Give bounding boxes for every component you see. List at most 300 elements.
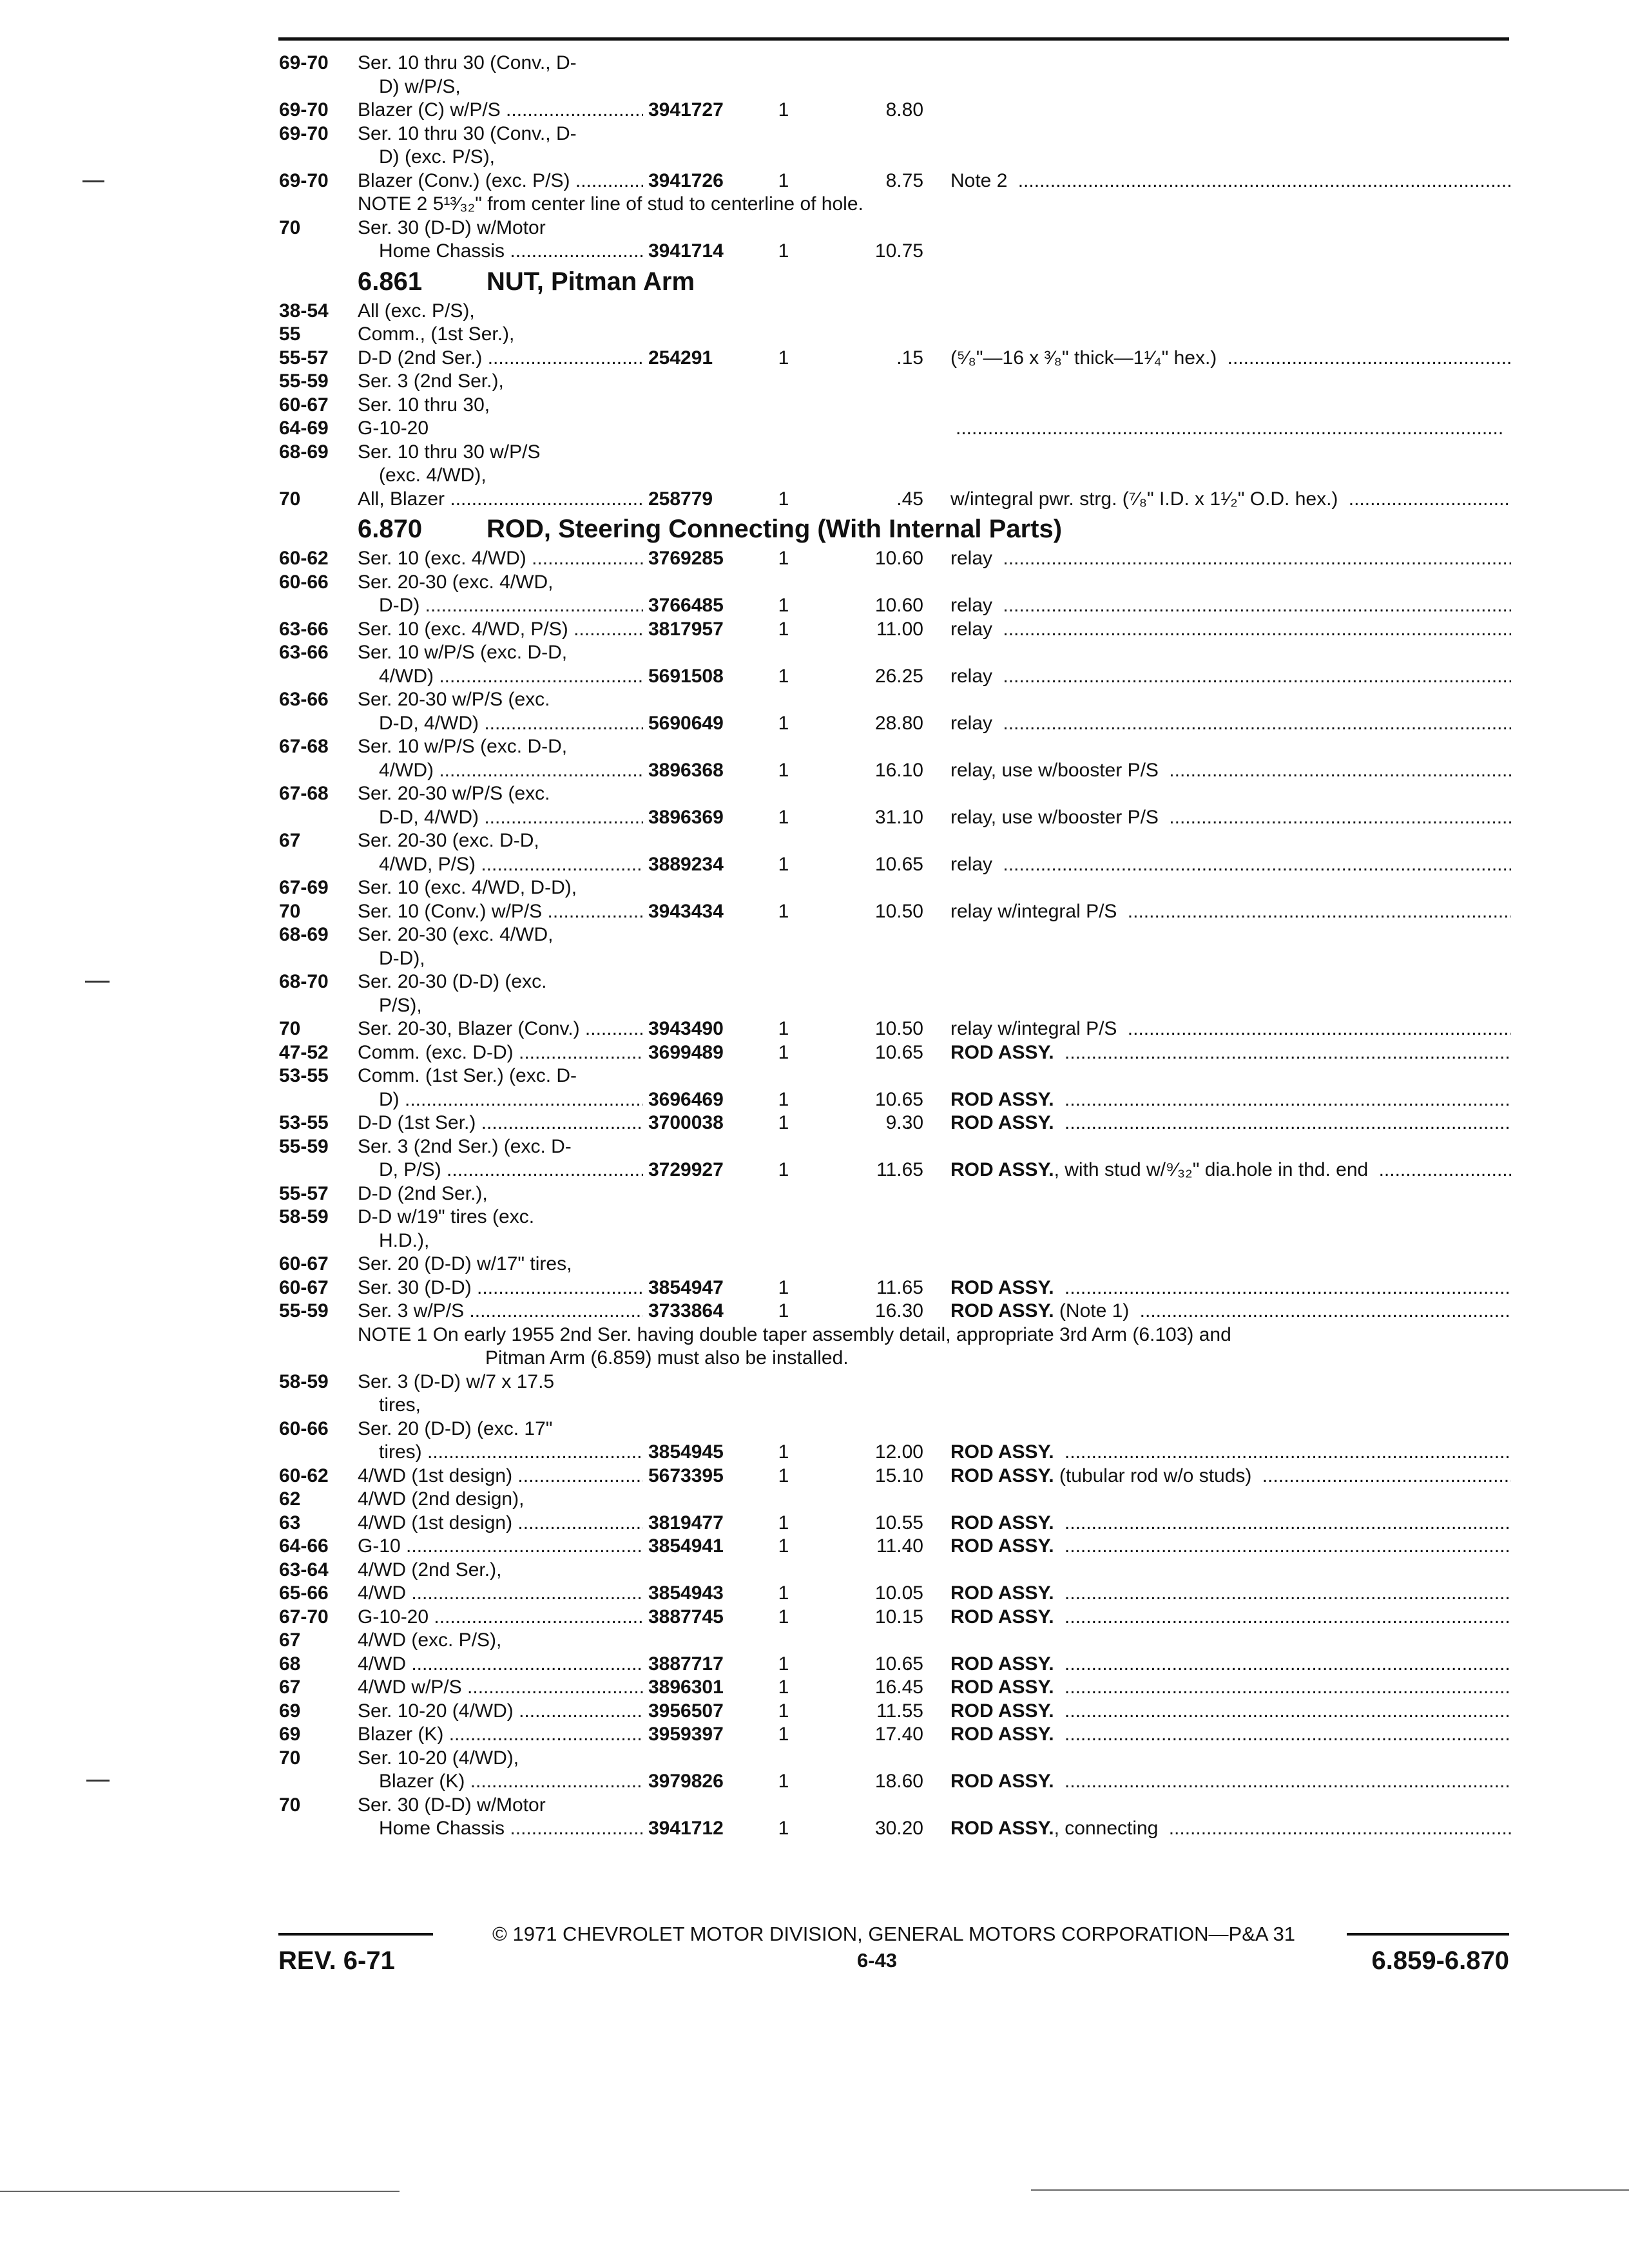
catalog-row	[279, 1723, 1511, 1747]
remark-emphasis: ROD ASSY.	[950, 1276, 1054, 1298]
model-years: 69	[279, 1700, 301, 1722]
remarks	[950, 1041, 1511, 1065]
application-text: 4/WD)	[379, 759, 434, 781]
remarks	[950, 1535, 1511, 1559]
model-years: 58-59	[279, 1370, 329, 1392]
remark-text	[950, 1606, 1059, 1628]
remarks	[950, 1300, 1511, 1323]
catalog-row	[279, 169, 1511, 193]
remarks	[950, 1158, 1511, 1182]
application-description	[358, 370, 909, 394]
remark-text	[950, 595, 998, 616]
application-text: H.D.),	[379, 1229, 430, 1251]
quantity: 1	[778, 1276, 789, 1298]
remark-text	[950, 1089, 1059, 1110]
remark-emphasis: ROD ASSY.	[950, 1300, 1054, 1321]
application-text: D-D (2nd Ser.)	[358, 347, 483, 369]
scan-edge-line	[0, 2191, 400, 2192]
model-years: 64-66	[279, 1535, 329, 1557]
application-text: G-10	[358, 1535, 401, 1557]
model-years: 55	[279, 323, 301, 345]
application-text: 4/WD, P/S)	[379, 853, 476, 875]
remarks	[950, 665, 1511, 689]
remarks	[950, 806, 1511, 830]
model-years: 70	[279, 1747, 301, 1769]
list-price: 10.65	[874, 1088, 923, 1110]
part-number: 3887717	[643, 1653, 907, 1677]
application-description	[358, 1370, 909, 1394]
catalog-row	[279, 1064, 1511, 1088]
remarks	[950, 347, 1511, 370]
catalog-row	[279, 1747, 1511, 1771]
remark-text	[950, 760, 1164, 781]
quantity: 1	[778, 1512, 789, 1533]
application-text: tires,	[379, 1394, 421, 1416]
remark-body: relay	[950, 853, 993, 875]
remark-emphasis: ROD ASSY.	[950, 1771, 1054, 1792]
application-description	[358, 441, 909, 465]
application-description	[358, 216, 909, 240]
remark-text	[950, 1700, 1059, 1722]
model-years: 67	[279, 830, 301, 851]
application-description	[358, 1206, 909, 1229]
application-text: Ser. 10 (exc. 4/WD, D-D),	[358, 877, 577, 898]
application-text: Ser. 10 thru 30 w/P/S	[358, 441, 541, 463]
remark-text	[950, 1582, 1059, 1604]
catalog-row	[279, 75, 1511, 99]
part-number: 3896369	[643, 806, 907, 830]
model-years: 38-54	[279, 300, 329, 322]
quantity: 1	[778, 1159, 789, 1180]
page-footer	[278, 1923, 1509, 1988]
remark-text	[950, 901, 1122, 922]
remark-text	[950, 1441, 1059, 1463]
quantity: 1	[778, 1465, 789, 1486]
remark-text	[950, 1677, 1059, 1698]
catalog-row	[279, 1370, 1511, 1394]
application-description	[358, 1135, 909, 1159]
application-text: G-10-20	[358, 1606, 429, 1628]
model-years: 69	[279, 1724, 301, 1745]
application-text: D-D),	[379, 947, 425, 969]
remark-text	[950, 1159, 1373, 1180]
catalog-row	[279, 370, 1511, 394]
application-text: Ser. 20-30 w/P/S (exc.	[358, 783, 550, 804]
catalog-row	[279, 1229, 1511, 1253]
application-text: All, Blazer	[358, 488, 445, 510]
remarks	[950, 417, 1511, 441]
model-years: 47-52	[279, 1041, 329, 1063]
application-text: 4/WD (2nd design),	[358, 1488, 525, 1510]
application-description	[358, 688, 909, 712]
remark-text	[950, 1277, 1059, 1298]
catalog-row	[279, 1418, 1511, 1441]
catalog-row	[279, 1135, 1511, 1159]
list-price: 11.55	[876, 1700, 923, 1722]
remarks	[950, 1111, 1511, 1135]
remarks	[950, 1606, 1511, 1629]
application-description	[358, 122, 909, 146]
catalog-row	[279, 1606, 1511, 1629]
model-years: 70	[279, 488, 301, 510]
remark-emphasis: ROD ASSY.	[950, 1088, 1054, 1110]
model-years: 70	[279, 1794, 301, 1816]
remark-body: relay	[950, 665, 993, 687]
remarks	[950, 712, 1511, 736]
catalog-row	[279, 594, 1511, 618]
catalog-row	[279, 1629, 1511, 1653]
application-text: P/S),	[379, 994, 422, 1016]
application-text: Ser. 3 w/P/S	[358, 1300, 465, 1321]
catalog-row	[279, 782, 1511, 806]
application-text: Ser. 3 (2nd Ser.),	[358, 370, 504, 392]
quantity: 1	[778, 1677, 789, 1698]
part-number: 3889234	[643, 853, 907, 877]
list-price: 17.40	[874, 1724, 923, 1745]
part-number: 3896301	[643, 1676, 907, 1700]
catalog-row	[279, 829, 1511, 853]
application-description	[358, 641, 909, 665]
part-number: 3941714	[643, 240, 907, 264]
part-number: 3959397	[643, 1723, 907, 1747]
page-number: 6-43	[857, 1949, 898, 1972]
model-years: 70	[279, 216, 301, 238]
model-years: 55-59	[279, 1135, 329, 1157]
quantity: 1	[778, 853, 789, 875]
part-number: 3956507	[643, 1700, 907, 1724]
application-text: D-D w/19" tires (exc.	[358, 1206, 535, 1227]
catalog-row	[279, 1441, 1511, 1465]
catalog-row	[279, 1559, 1511, 1582]
list-price: 15.10	[874, 1465, 923, 1486]
part-number: 3854947	[643, 1276, 907, 1300]
application-text: D-D, 4/WD)	[379, 712, 479, 734]
model-years: 67	[279, 1629, 301, 1651]
model-years: 60-67	[279, 394, 329, 416]
remark-body: relay	[950, 548, 993, 569]
model-years: 53-55	[279, 1112, 329, 1133]
remark-detail: , with stud w/⁹⁄₃₂" dia.hole in thd. end	[1054, 1159, 1369, 1180]
catalog-row	[279, 1300, 1511, 1323]
remarks	[950, 1276, 1511, 1300]
remarks	[950, 1088, 1511, 1112]
catalog-row	[279, 1488, 1511, 1512]
model-years: 55-57	[279, 1182, 329, 1204]
catalog-row	[279, 1512, 1511, 1535]
catalog-row	[279, 853, 1511, 877]
part-number: 3979826	[643, 1770, 907, 1794]
model-years: 69-70	[279, 52, 329, 73]
application-description	[379, 947, 909, 971]
list-price: 10.60	[874, 595, 923, 616]
remarks	[950, 547, 1511, 571]
application-description	[358, 417, 909, 441]
list-price: 11.00	[876, 618, 923, 640]
remarks	[950, 900, 1511, 924]
remark-text	[950, 854, 998, 875]
application-description	[358, 1182, 909, 1206]
footnote-text: NOTE 2 5¹³⁄₃₂" from center line of stud to centerline of hole.	[358, 193, 863, 215]
quantity: 1	[778, 1041, 789, 1063]
quantity: 1	[778, 806, 789, 828]
application-description	[358, 782, 909, 806]
catalog-row	[279, 146, 1511, 169]
remark-body: relay	[950, 595, 993, 616]
application-text: Ser. 20-30 (D-D) (exc.	[358, 971, 547, 992]
remark-text	[950, 619, 998, 640]
application-text: All (exc. P/S),	[358, 300, 475, 322]
footnote-text: NOTE 1 On early 1955 2nd Ser. having double taper assembly detail, appropriate 3rd Arm (6.103) and	[358, 1323, 1231, 1345]
application-text: Ser. 20 (D-D) w/17" tires,	[358, 1253, 572, 1274]
application-text: Comm. (1st Ser.) (exc. D-	[358, 1065, 577, 1086]
catalog-row	[279, 876, 1511, 900]
part-number: 3819477	[643, 1512, 907, 1535]
remark-text	[950, 1512, 1059, 1533]
remark-emphasis: ROD ASSY.	[950, 1535, 1054, 1557]
catalog-row	[279, 1582, 1511, 1606]
remark-body: Note 2	[950, 169, 1008, 191]
application-text: Blazer (Conv.) (exc. P/S)	[358, 169, 570, 191]
application-text: D) (exc. P/S),	[379, 146, 496, 168]
remarks	[950, 169, 1511, 193]
catalog-row	[279, 641, 1511, 665]
list-price: .45	[896, 488, 923, 510]
application-text: Ser. 10 thru 30 (Conv., D-	[358, 122, 577, 144]
catalog-row	[279, 1182, 1511, 1206]
remark-emphasis: ROD ASSY.	[950, 1582, 1054, 1604]
application-description	[379, 146, 909, 169]
application-text: Ser. 20-30, Blazer (Conv.)	[358, 1018, 580, 1039]
remark-body: w/integral pwr. strg. (⁷⁄₈" I.D. x 1¹⁄₂" O.D. hex.)	[950, 488, 1338, 510]
application-text: 4/WD	[358, 1582, 406, 1604]
model-years: 69-70	[279, 169, 329, 191]
remarks	[950, 1465, 1511, 1488]
remark-text	[950, 548, 998, 569]
list-price: 16.10	[874, 759, 923, 781]
remark-body: relay, use w/booster P/S	[950, 759, 1159, 781]
part-number: 3941726	[643, 169, 907, 193]
list-price: 18.60	[874, 1771, 923, 1792]
catalog-row	[279, 441, 1511, 465]
application-description	[379, 1229, 909, 1253]
application-text: 4/WD (1st design)	[358, 1465, 513, 1486]
application-text: Ser. 30 (D-D) w/Motor	[358, 1794, 546, 1816]
catalog-row	[279, 947, 1511, 971]
application-text: Ser. 10-20 (4/WD),	[358, 1747, 519, 1769]
application-text: Blazer (K)	[358, 1724, 444, 1745]
application-text: Ser. 3 (2nd Ser.) (exc. D-	[358, 1135, 572, 1157]
remark-text	[950, 347, 1222, 369]
model-years: 69-70	[279, 122, 329, 144]
catalog-row	[279, 759, 1511, 783]
list-price: 28.80	[874, 712, 923, 734]
application-text: Home Chassis	[379, 240, 505, 262]
application-text: Blazer (C) w/P/S	[358, 99, 501, 120]
model-years: 63-66	[279, 689, 329, 710]
part-number: 5691508	[643, 665, 907, 689]
list-price: 8.80	[885, 99, 923, 120]
remark-body: relay w/integral P/S	[950, 1018, 1117, 1039]
model-years: 67-69	[279, 877, 329, 898]
catalog-row	[279, 1158, 1511, 1182]
model-years: 67-68	[279, 783, 329, 804]
model-years: 64-69	[279, 418, 329, 439]
quantity: 1	[778, 1088, 789, 1110]
remark-text	[950, 1465, 1257, 1486]
application-text: (exc. 4/WD),	[379, 465, 487, 486]
catalog-row	[279, 122, 1511, 146]
catalog-row	[279, 99, 1511, 122]
list-price: 11.65	[876, 1159, 923, 1180]
part-number: 3769285	[643, 547, 907, 571]
remarks	[950, 488, 1511, 512]
remark-emphasis: ROD ASSY.	[950, 1465, 1054, 1486]
application-description	[358, 1747, 909, 1771]
quantity: 1	[778, 1300, 789, 1321]
quantity: 1	[778, 169, 789, 191]
catalog-row	[279, 1088, 1511, 1112]
model-years: 67-70	[279, 1606, 329, 1628]
part-number: 5690649	[643, 712, 907, 736]
catalog-row	[279, 1276, 1511, 1300]
list-price: 16.30	[874, 1300, 923, 1321]
list-price: 30.20	[874, 1818, 923, 1839]
application-text: Ser. 20 (D-D) (exc. 17"	[358, 1418, 553, 1439]
copyright-text: © 1971 CHEVROLET MOTOR DIVISION, GENERAL MOTORS CORPORATION—P&A 31	[488, 1923, 1299, 1945]
application-text: Ser. 10 w/P/S (exc. D-D,	[358, 642, 568, 663]
model-years: 65-66	[279, 1582, 329, 1604]
application-description	[358, 1253, 909, 1276]
application-text: Comm. (exc. D-D)	[358, 1041, 514, 1063]
application-text: D, P/S)	[379, 1159, 441, 1180]
catalog-row	[279, 323, 1511, 347]
catalog-row	[279, 665, 1511, 689]
section-title: ROD, Steering Connecting (With Internal Parts)	[487, 515, 1063, 543]
model-years: 69-70	[279, 99, 329, 120]
application-description	[358, 1488, 909, 1512]
application-description	[358, 1418, 909, 1441]
remark-emphasis: ROD ASSY.	[950, 1724, 1054, 1745]
model-years: 62	[279, 1488, 301, 1510]
application-description	[379, 1394, 909, 1418]
footnote-text: Pitman Arm (6.859) must also be installed.	[485, 1347, 849, 1369]
list-price: 26.25	[874, 665, 923, 687]
remark-emphasis: ROD ASSY.	[950, 1112, 1054, 1133]
quantity: 1	[778, 1724, 789, 1745]
remarks	[950, 1700, 1511, 1724]
application-text: tires)	[379, 1441, 422, 1463]
application-text: Home Chassis	[379, 1818, 505, 1839]
remarks	[950, 1676, 1511, 1700]
quantity: 1	[778, 240, 789, 262]
remark-body: relay, use w/booster P/S	[950, 806, 1159, 828]
list-price: 10.15	[874, 1606, 923, 1628]
application-description	[358, 52, 909, 75]
model-years: 63-64	[279, 1559, 329, 1581]
catalog-row	[279, 300, 1511, 323]
model-years: 60-67	[279, 1276, 329, 1298]
catalog-row	[279, 712, 1511, 736]
quantity: 1	[778, 1653, 789, 1675]
remark-emphasis: ROD ASSY.	[950, 1700, 1054, 1722]
model-years: 63-66	[279, 618, 329, 640]
model-years: 68-70	[279, 971, 329, 992]
quantity: 1	[778, 1018, 789, 1039]
application-text: Ser. 20-30 (exc. D-D,	[358, 830, 539, 851]
list-price: 11.40	[876, 1535, 923, 1557]
remarks	[950, 1582, 1511, 1606]
catalog-row	[279, 1111, 1511, 1135]
model-years: 55-59	[279, 1300, 329, 1321]
quantity: 1	[778, 712, 789, 734]
remarks	[950, 618, 1511, 642]
remark-emphasis: ROD ASSY.	[950, 1512, 1054, 1533]
application-text: 4/WD)	[379, 665, 434, 687]
remark-text	[950, 1112, 1059, 1133]
margin-mark	[82, 180, 104, 182]
margin-mark	[85, 981, 110, 983]
application-text: 4/WD (1st design)	[358, 1512, 513, 1533]
catalog-row	[279, 1206, 1511, 1229]
remark-text	[950, 1653, 1059, 1675]
catalog-row	[279, 547, 1511, 571]
scan-edge-line	[1031, 2189, 1629, 2191]
part-number: 3696469	[643, 1088, 907, 1112]
remarks	[950, 853, 1511, 877]
application-description	[358, 1064, 909, 1088]
footnote	[279, 1347, 1511, 1370]
quantity: 1	[778, 347, 789, 369]
list-price: 12.00	[874, 1441, 923, 1463]
catalog-row	[279, 1700, 1511, 1724]
part-number: 3699489	[643, 1041, 907, 1065]
part-number: 3941727	[643, 99, 907, 122]
application-text: Ser. 30 (D-D) w/Motor	[358, 216, 546, 238]
catalog-row	[279, 1794, 1511, 1818]
catalog-row	[279, 688, 1511, 712]
remarks	[950, 759, 1511, 783]
model-years: 68-69	[279, 924, 329, 945]
part-number: 3700038	[643, 1111, 907, 1135]
application-text: D)	[379, 1088, 400, 1110]
application-description	[379, 464, 909, 488]
application-description	[358, 300, 909, 323]
catalog-row	[279, 923, 1511, 947]
quantity: 1	[778, 759, 789, 781]
catalog-row	[279, 1535, 1511, 1559]
catalog-row	[279, 994, 1511, 1018]
list-price: 8.75	[885, 169, 923, 191]
application-text: Ser. 10 (exc. 4/WD)	[358, 548, 526, 569]
application-text: Ser. 10 w/P/S (exc. D-D,	[358, 736, 568, 757]
remark-text	[950, 1771, 1059, 1792]
application-text: Ser. 10-20 (4/WD)	[358, 1700, 514, 1722]
remark-text	[950, 713, 998, 734]
application-description	[358, 829, 909, 853]
catalog-row	[279, 970, 1511, 994]
catalog-row	[279, 1817, 1511, 1841]
application-description	[358, 735, 909, 759]
quantity: 1	[778, 548, 789, 569]
quantity: 1	[778, 99, 789, 120]
list-price: 10.50	[874, 1018, 923, 1039]
parts-catalog	[279, 52, 1511, 1841]
remark-detail: , connecting	[1054, 1818, 1159, 1839]
revision-date: REV. 6-71	[278, 1946, 395, 1975]
catalog-row	[279, 394, 1511, 418]
part-number: 258779	[643, 488, 907, 512]
remark-emphasis: ROD ASSY.	[950, 1653, 1054, 1675]
